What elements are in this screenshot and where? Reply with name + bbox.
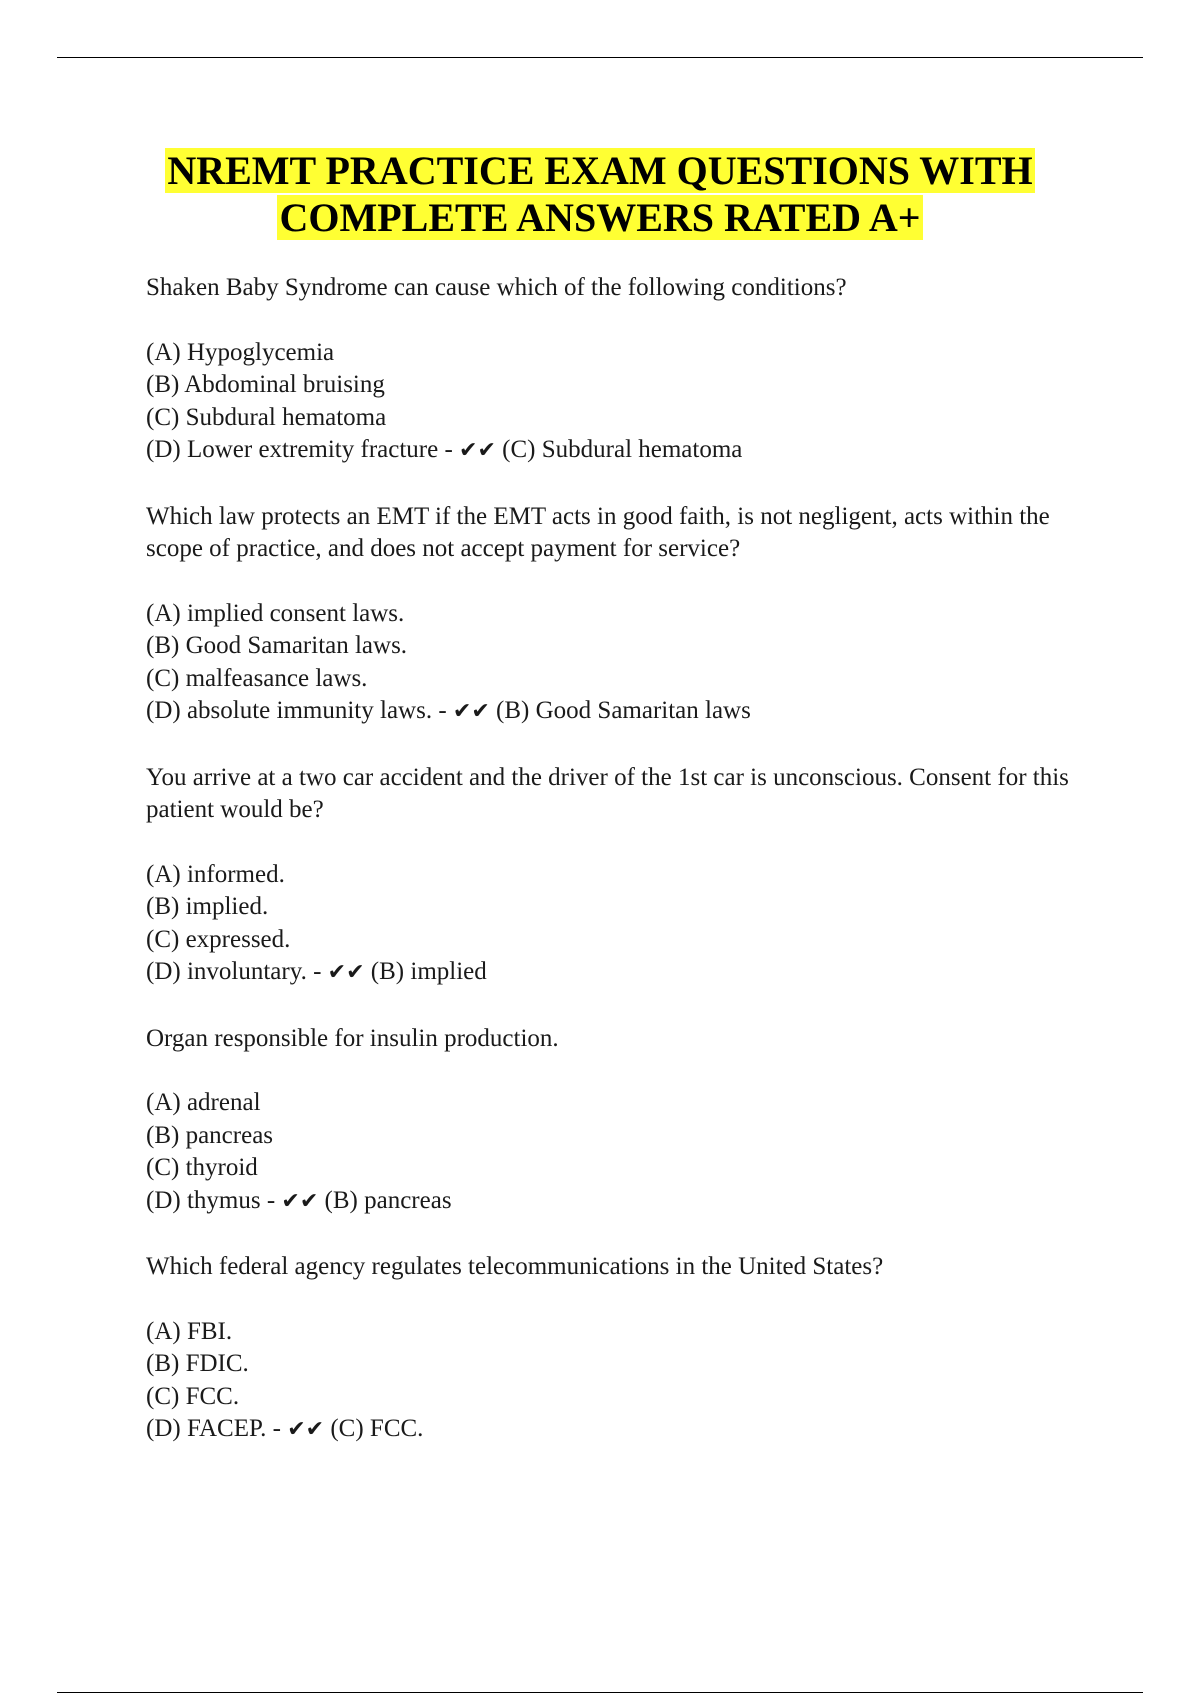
correct-answer: (B) implied xyxy=(370,958,487,985)
option-c: (C) Subdural hematoma xyxy=(146,403,387,431)
question-prompt: Which federal agency regulates telecommunications in the United States? xyxy=(146,1253,884,1280)
question-item xyxy=(146,501,1086,729)
option-d: (D) FACEP. - xyxy=(146,1415,281,1442)
correct-answer: (B) Good Samaritan laws xyxy=(496,697,751,724)
option-d-with-answer xyxy=(146,956,1086,990)
title-line-2: COMPLETE ANSWERS RATED A+ xyxy=(279,195,921,240)
question-item xyxy=(146,272,1086,468)
option-c: (C) malfeasance laws. xyxy=(146,664,368,692)
option-d-with-answer xyxy=(146,1413,1086,1447)
checkmark-icon: ✔✔ xyxy=(452,699,490,724)
option-d-with-answer xyxy=(146,695,1086,729)
checkmark-icon: ✔✔ xyxy=(287,1417,325,1442)
option-d-with-answer xyxy=(146,434,1086,468)
option-b: (B) FDIC. xyxy=(146,1350,249,1377)
title-line-1: NREMT PRACTICE EXAM QUESTIONS WITH xyxy=(167,148,1033,193)
question-prompt: Organ responsible for insulin production. xyxy=(146,1024,559,1052)
option-a: (A) informed. xyxy=(146,860,285,888)
correct-answer: (C) Subdural hematoma xyxy=(502,436,743,463)
option-d: (D) thymus - xyxy=(146,1186,276,1214)
header-rule xyxy=(57,57,1143,58)
footer-rule xyxy=(57,1692,1143,1693)
option-b: (B) Good Samaritan laws. xyxy=(146,632,408,659)
option-d: (D) Lower extremity fracture - xyxy=(146,436,453,463)
correct-answer: (B) pancreas xyxy=(324,1186,452,1214)
option-d: (D) involuntary. - xyxy=(146,958,322,985)
document-title xyxy=(0,147,1200,241)
option-b: (B) pancreas xyxy=(146,1121,274,1149)
checkmark-icon: ✔✔ xyxy=(459,438,496,463)
option-d-with-answer xyxy=(146,1185,1086,1219)
question-list xyxy=(146,272,1086,1480)
question-item xyxy=(146,1023,1086,1219)
question-item xyxy=(146,1251,1086,1447)
option-c: (C) expressed. xyxy=(146,925,291,953)
option-a: (A) FBI. xyxy=(146,1317,233,1345)
question-prompt: Shaken Baby Syndrome can cause which of the following conditions? xyxy=(146,274,847,301)
checkmark-icon: ✔✔ xyxy=(281,1188,319,1214)
question-prompt: You arrive at a two car accident and the driver of the 1st car is unconscious. Consent for this patient would be? xyxy=(146,763,1069,823)
option-b: (B) Abdominal bruising xyxy=(146,371,385,398)
question-prompt: Which law protects an EMT if the EMT acts in good faith, is not negligent, acts within the scope of practice, and does not accept payment for service? xyxy=(146,502,1050,562)
checkmark-icon: ✔✔ xyxy=(327,960,365,985)
correct-answer: (C) FCC. xyxy=(330,1415,424,1442)
question-item xyxy=(146,762,1086,990)
option-a: (A) adrenal xyxy=(146,1089,261,1116)
option-d: (D) absolute immunity laws. - xyxy=(146,697,447,724)
option-a: (A) Hypoglycemia xyxy=(146,338,335,366)
option-c: (C) FCC. xyxy=(146,1382,240,1410)
option-c: (C) thyroid xyxy=(146,1154,258,1181)
option-b: (B) implied. xyxy=(146,893,269,920)
option-a: (A) implied consent laws. xyxy=(146,599,405,627)
